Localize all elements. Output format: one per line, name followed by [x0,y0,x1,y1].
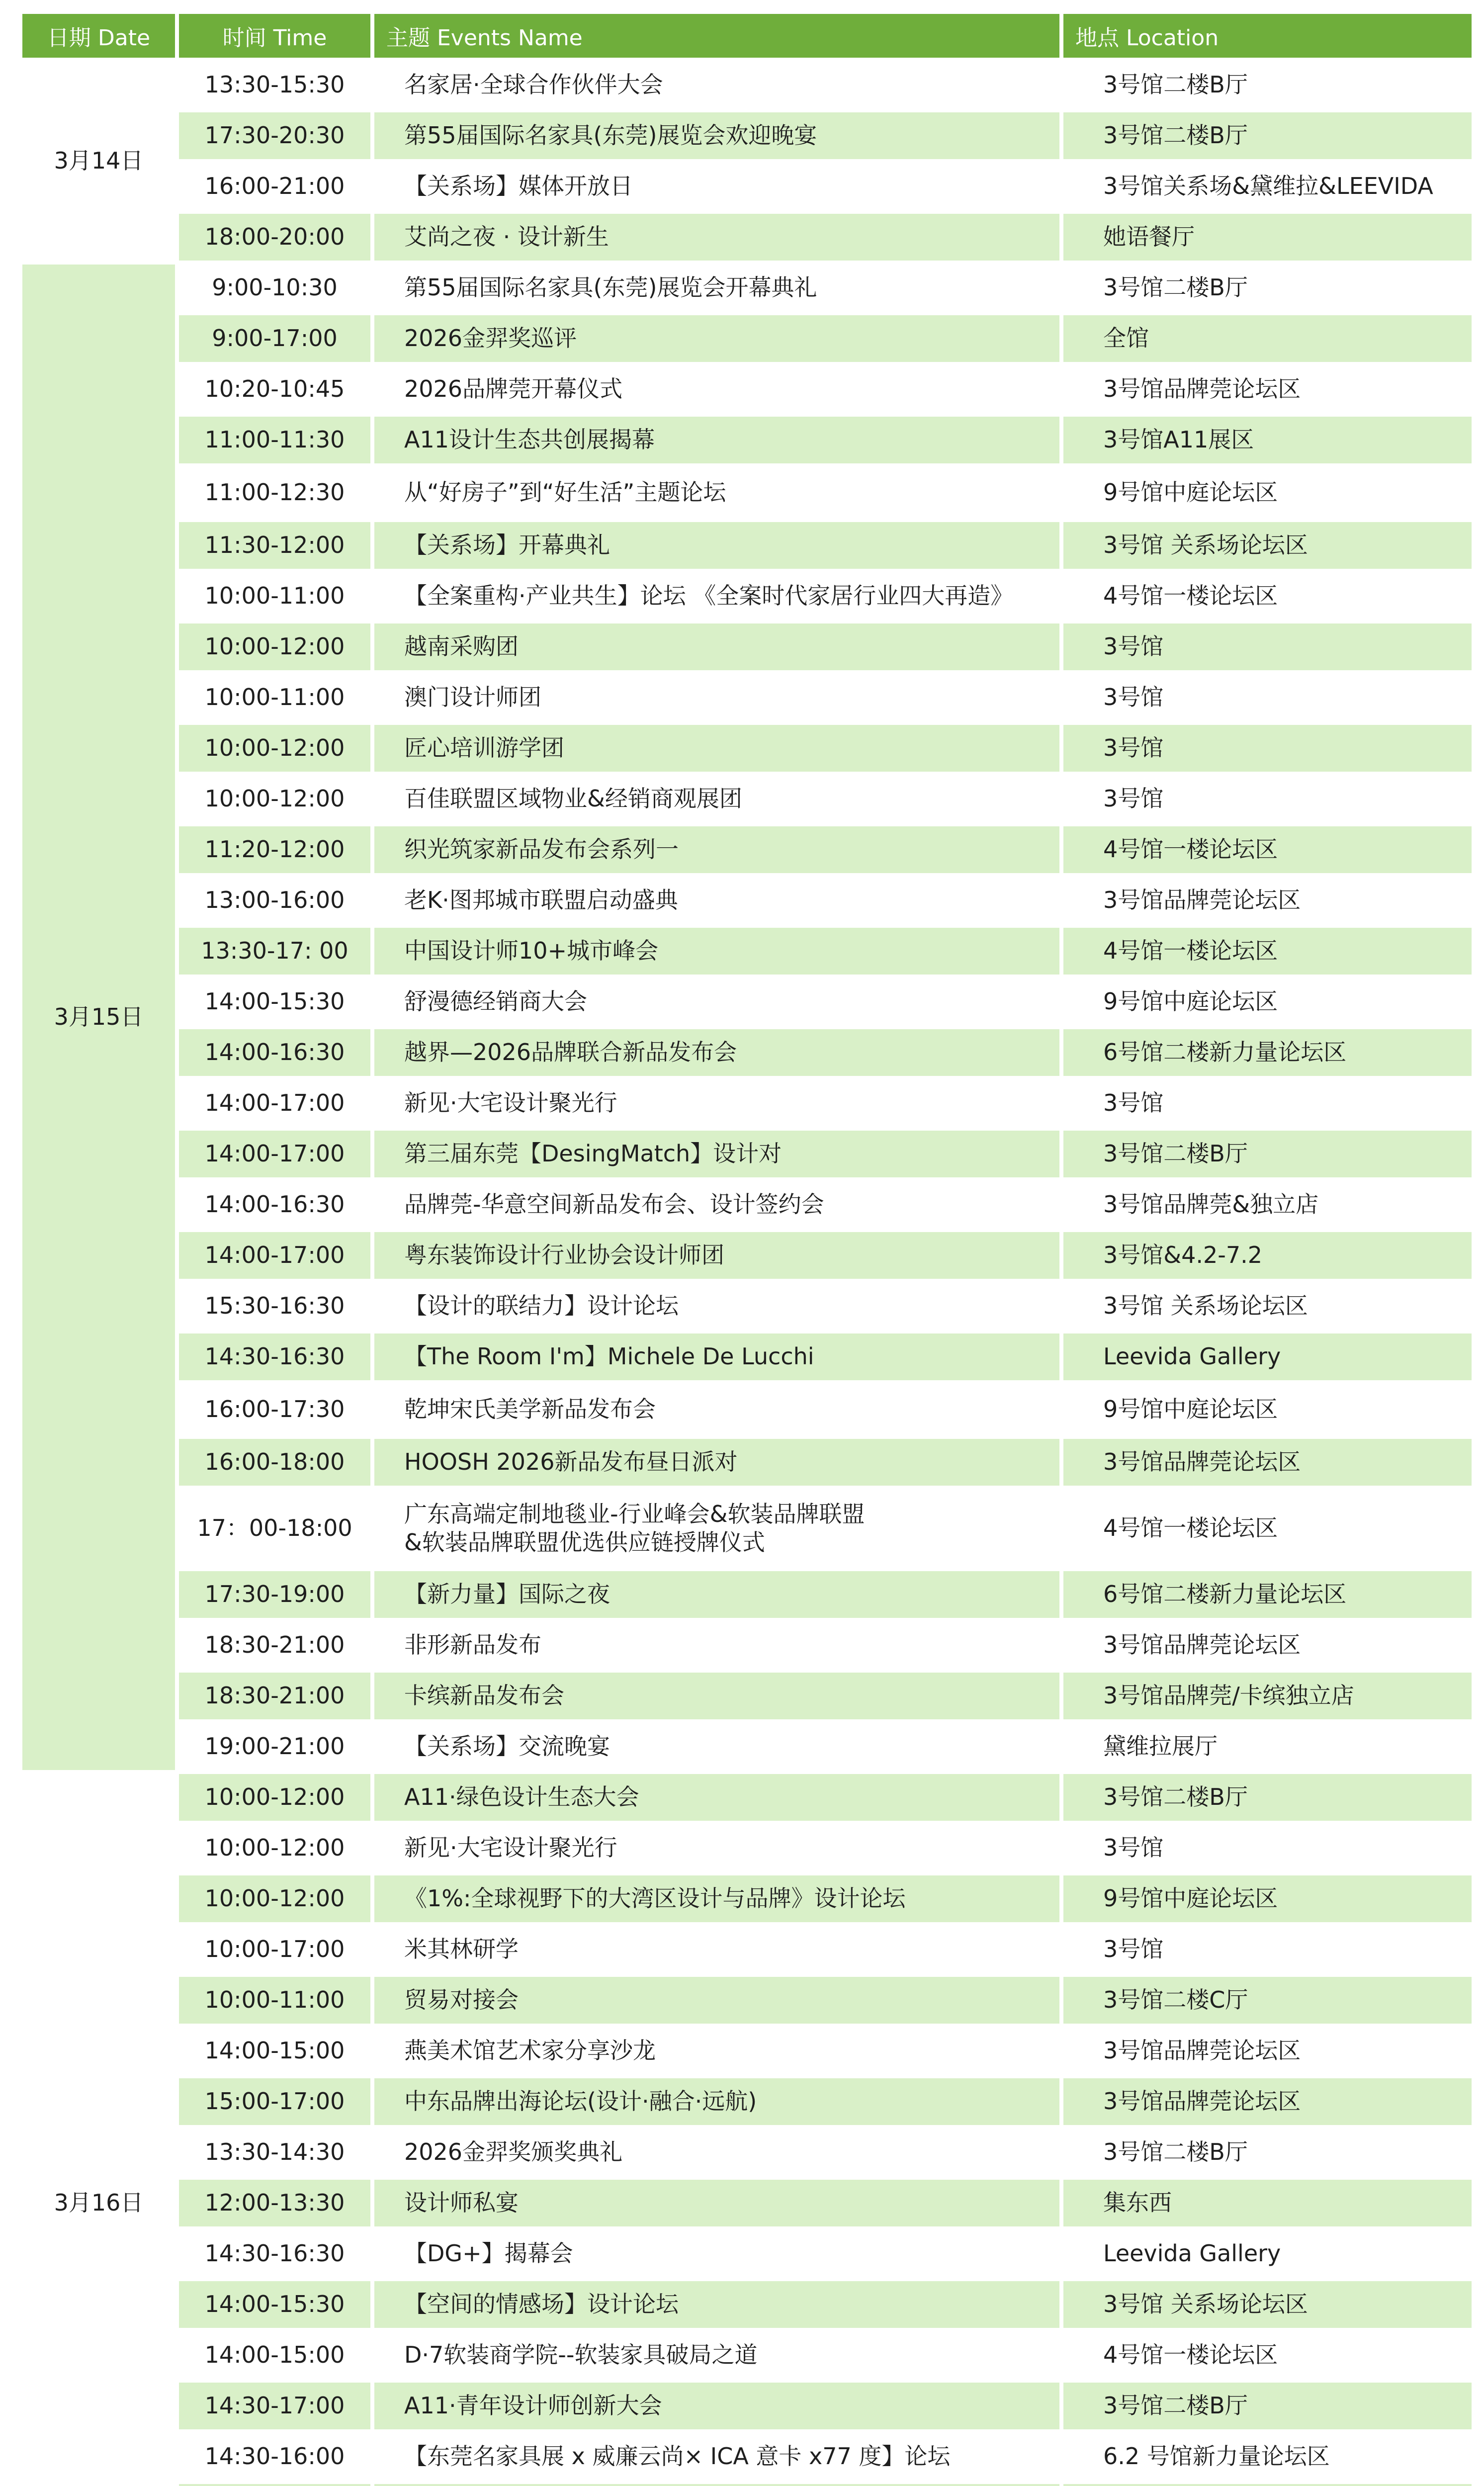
schedule-body [22,62,1472,2486]
time-cell: 14:30-16:30 [179,2230,370,2277]
location-cell [1063,1029,1472,1076]
table-row [22,1232,1472,1279]
table-row [22,1571,1472,1618]
time-cell: 10:00-12:00 [179,725,370,772]
location-line: 4号馆一楼论坛区 [1103,836,1278,863]
table-row [22,522,1472,569]
event-cell [374,62,1059,108]
location-cell [1063,2484,1472,2486]
event-line: 米其林研学 [404,1936,519,1963]
location-cell [1063,2028,1472,2074]
time-cell: 14:00-15:00 [179,2028,370,2074]
location-cell [1063,1439,1472,1486]
location-line: 集东西 [1103,2189,1172,2217]
event-cell [374,1232,1059,1279]
event-line: 《1%:全球视野下的大湾区设计与品牌》设计论坛 [404,1885,906,1912]
time-cell: 14:30-16:30 [179,1333,370,1380]
event-cell [374,2230,1059,2277]
event-line: 【The Room I'm】Michele De Lucchi [404,1343,814,1370]
location-line: 3号馆二楼B厅 [1103,1783,1248,1811]
location-line: 3号馆品牌莞论坛区 [1103,887,1301,914]
time-cell: 17：00-18:00 [179,1490,370,1567]
location-line: 3号馆品牌莞&独立店 [1103,1191,1319,1218]
location-line: 6号馆二楼新力量论坛区 [1103,1039,1347,1066]
location-cell [1063,1490,1472,1567]
date-cell: 3月14日 [22,62,175,261]
location-cell [1063,1333,1472,1380]
table-row [22,1875,1472,1922]
time-cell: 13:30-17: 00 [179,928,370,975]
time-cell: 18:30-21:00 [179,1622,370,1669]
location-line: 4号馆一楼论坛区 [1103,1514,1278,1542]
time-cell: 17:30-19:00 [179,1571,370,1618]
location-cell [1063,1926,1472,1973]
time-cell: 14:00-17:00 [179,1131,370,1177]
location-cell [1063,214,1472,261]
event-cell [374,826,1059,873]
header-date: 日期 Date [22,14,175,58]
event-cell [374,467,1059,518]
location-line: 6.2 号馆新力量论坛区 [1103,2443,1330,2470]
time-cell: 14:00-17:00 [179,1080,370,1127]
event-line: 澳门设计师团 [404,684,541,711]
table-row [22,366,1472,413]
location-cell [1063,1977,1472,2024]
event-cell [374,417,1059,463]
event-cell [374,214,1059,261]
time-cell: 10:00-12:00 [179,776,370,822]
location-line: 3号馆二楼B厅 [1103,122,1248,149]
event-line: &软装品牌联盟优选供应链授牌仪式 [404,1529,765,1556]
location-line: 3号馆 [1103,734,1164,762]
location-cell [1063,826,1472,873]
table-row [22,417,1472,463]
location-cell [1063,1875,1472,1922]
location-line: 9号馆中庭论坛区 [1103,1885,1278,1912]
table-row [22,1622,1472,1669]
header-location: 地点 Location [1063,14,1472,58]
time-cell: 10:00-11:00 [179,573,370,620]
location-line: 3号馆A11展区 [1103,426,1254,453]
event-cell [374,2281,1059,2328]
location-line: 9号馆中庭论坛区 [1103,1396,1278,1423]
event-line: 【关系场】媒体开放日 [404,173,633,200]
location-cell [1063,2281,1472,2328]
event-line: 艾尚之夜 · 设计新生 [404,223,609,251]
event-line: 【关系场】开幕典礼 [404,532,610,559]
event-line: 粤东装饰设计行业协会设计师团 [404,1242,724,1269]
location-cell [1063,1283,1472,1330]
location-line: 3号馆二楼B厅 [1103,2138,1248,2166]
table-row [22,62,1472,108]
event-line: 中国设计师10+城市峰会 [404,937,659,965]
time-cell: 15:30-16:30 [179,1283,370,1330]
event-cell [374,1774,1059,1821]
table-row [22,1439,1472,1486]
table-row [22,978,1472,1025]
time-cell: 10:00-12:00 [179,623,370,670]
table-row [22,1080,1472,1127]
location-line: 3号馆 关系场论坛区 [1103,1292,1308,1320]
event-line: 第55届国际名家具(东莞)展览会欢迎晚宴 [404,122,817,149]
location-cell [1063,366,1472,413]
event-cell [374,2332,1059,2379]
time-cell: 11:30-12:00 [179,522,370,569]
location-line: 3号馆品牌莞论坛区 [1103,375,1301,403]
event-line: 百佳联盟区域物业&经销商观展团 [404,785,742,812]
event-cell [374,1875,1059,1922]
event-cell [374,2129,1059,2176]
event-line: 匠心培训游学团 [404,734,564,762]
location-cell [1063,1774,1472,1821]
location-line: 她语餐厅 [1103,223,1195,251]
table-row [22,623,1472,670]
event-line: 新见·大宅设计聚光行 [404,1089,617,1117]
time-cell: 10:00-11:00 [179,1977,370,2024]
event-cell [374,1673,1059,1719]
location-line: Leevida Gallery [1103,2240,1281,2267]
table-row [22,2129,1472,2176]
event-line: 从“好房子”到“好生活”主题论坛 [404,479,726,506]
time-cell: 10:00-12:00 [179,1875,370,1922]
event-cell [374,573,1059,620]
location-line: 3号馆品牌莞论坛区 [1103,2037,1301,2064]
location-cell [1063,2433,1472,2480]
event-line: 燕美术馆艺术家分享沙龙 [404,2037,656,2064]
table-row [22,163,1472,210]
location-line: 3号馆 [1103,1936,1164,1963]
event-line: 中东品牌出海论坛(设计·融合·远航) [404,2088,757,2115]
location-cell [1063,522,1472,569]
header-event: 主题 Events Name [374,14,1059,58]
event-line: 【全案重构·产业共生】论坛 《全案时代家居行业四大再造》 [404,582,1014,610]
location-cell [1063,265,1472,311]
time-cell: 13:30-15:30 [179,62,370,108]
event-cell [374,1439,1059,1486]
event-line: 广东高端定制地毯业-行业峰会&软装品牌联盟 [404,1500,865,1527]
event-cell [374,1131,1059,1177]
event-cell [374,366,1059,413]
location-cell [1063,1232,1472,1279]
location-cell [1063,2230,1472,2277]
event-line: 2026金羿奖巡评 [404,325,577,352]
event-cell [374,1490,1059,1567]
time-cell: 11:00-11:30 [179,417,370,463]
location-line: 全馆 [1103,325,1149,352]
event-cell [374,1825,1059,1871]
location-line: 3号馆二楼B厅 [1103,71,1248,98]
location-cell [1063,623,1472,670]
event-line: 【空间的情感场】设计论坛 [404,2291,679,2318]
event-cell [374,2180,1059,2226]
location-cell [1063,2180,1472,2226]
table-row [22,315,1472,362]
time-cell: 10:00-11:00 [179,674,370,721]
event-line: 【东莞名家具展 x 威廉云尚× ICA 意卡 x77 度】论坛 [404,2443,951,2470]
location-line: 3号馆 关系场论坛区 [1103,2291,1308,2318]
time-cell: 16:00-17:30 [179,1384,370,1435]
time-cell [179,2484,370,2486]
time-cell: 14:00-16:30 [179,1181,370,1228]
time-cell: 14:30-16:00 [179,2433,370,2480]
event-cell [374,1571,1059,1618]
time-cell: 19:00-21:00 [179,1723,370,1770]
table-row [22,1029,1472,1076]
location-cell [1063,928,1472,975]
time-cell: 17:30-20:30 [179,112,370,159]
event-cell [374,315,1059,362]
location-cell [1063,2129,1472,2176]
table-row [22,2230,1472,2277]
time-cell: 18:00-20:00 [179,214,370,261]
time-cell: 11:20-12:00 [179,826,370,873]
table-row [22,2180,1472,2226]
event-cell [374,978,1059,1025]
event-line: 非形新品发布 [404,1631,541,1659]
location-cell [1063,1622,1472,1669]
event-line: 【设计的联结力】设计论坛 [404,1292,679,1320]
location-cell [1063,776,1472,822]
location-line: 3号馆 [1103,1089,1164,1117]
location-cell [1063,1723,1472,1770]
event-line: 2026品牌莞开幕仪式 [404,375,623,403]
table-row [22,674,1472,721]
event-cell [374,1181,1059,1228]
event-line: 品牌莞-华意空间新品发布会、设计签约会 [404,1191,824,1218]
table-row [22,725,1472,772]
event-cell [374,2383,1059,2429]
table-row [22,2281,1472,2328]
header-time: 时间 Time [179,14,370,58]
event-cell [374,776,1059,822]
location-cell [1063,1131,1472,1177]
header-row [22,14,1472,58]
table-row [22,826,1472,873]
location-line: 3号馆 [1103,633,1164,660]
location-cell [1063,2332,1472,2379]
event-line: HOOSH 2026新品发布昼日派对 [404,1448,738,1476]
time-cell: 14:00-17:00 [179,1232,370,1279]
location-line: 3号馆品牌莞论坛区 [1103,1631,1301,1659]
location-cell [1063,573,1472,620]
location-cell [1063,1384,1472,1435]
table-row [22,877,1472,924]
event-cell [374,928,1059,975]
event-line: 2026金羿奖颁奖典礼 [404,2138,623,2166]
event-line: D·7软装商学院--软装家具破局之道 [404,2341,758,2369]
schedule-table [18,10,1476,2486]
time-cell: 14:00-15:30 [179,978,370,1025]
table-row [22,2028,1472,2074]
table-row [22,573,1472,620]
table-row [22,112,1472,159]
location-line: 3号馆二楼C厅 [1103,1986,1248,2014]
event-line: 【新力量】国际之夜 [404,1581,610,1608]
event-line: 贸易对接会 [404,1986,519,2014]
location-line: 6号馆二楼新力量论坛区 [1103,1581,1347,1608]
table-row [22,265,1472,311]
location-line: 3号馆关系场&黛维拉&LEEVIDA [1103,173,1433,200]
table-row [22,1926,1472,1973]
event-line: A11·绿色设计生态大会 [404,1783,639,1811]
time-cell: 10:00-12:00 [179,1825,370,1871]
time-cell: 13:30-14:30 [179,2129,370,2176]
event-cell [374,1723,1059,1770]
event-cell [374,265,1059,311]
time-cell: 16:00-21:00 [179,163,370,210]
location-cell [1063,1181,1472,1228]
location-line: 3号馆 [1103,785,1164,812]
event-cell [374,2433,1059,2480]
time-cell: 16:00-18:00 [179,1439,370,1486]
location-cell [1063,1673,1472,1719]
table-row [22,2433,1472,2480]
location-line: 3号馆 [1103,684,1164,711]
time-cell: 13:00-16:00 [179,877,370,924]
location-cell [1063,417,1472,463]
location-cell [1063,467,1472,518]
event-cell [374,2484,1059,2486]
event-cell [374,1977,1059,2024]
table-row [22,214,1472,261]
event-cell [374,163,1059,210]
event-line: 新见·大宅设计聚光行 [404,1834,617,1862]
time-cell: 11:00-12:30 [179,467,370,518]
time-cell: 18:30-21:00 [179,1673,370,1719]
event-line: 乾坤宋氏美学新品发布会 [404,1396,656,1423]
time-cell: 14:00-16:30 [179,1029,370,1076]
event-line: 越界—2026品牌联合新品发布会 [404,1039,737,1066]
location-cell [1063,2078,1472,2125]
event-line: 第三届东莞【DesingMatch】设计对 [404,1140,782,1167]
table-row [22,2383,1472,2429]
event-cell [374,1384,1059,1435]
event-line: 老K·图邦城市联盟启动盛典 [404,887,678,914]
event-line: 【DG+】揭幕会 [404,2240,573,2267]
location-cell [1063,877,1472,924]
date-cell: 3月15日 [22,265,175,1770]
event-line: 卡缤新品发布会 [404,1682,564,1709]
event-line: 名家居·全球合作伙伴大会 [404,71,663,98]
location-cell [1063,315,1472,362]
location-cell [1063,674,1472,721]
location-cell [1063,1080,1472,1127]
table-row [22,1490,1472,1567]
event-cell [374,2078,1059,2125]
location-line: 3号馆 [1103,1834,1164,1862]
table-row [22,1131,1472,1177]
time-cell: 10:20-10:45 [179,366,370,413]
location-line: 4号馆一楼论坛区 [1103,582,1278,610]
table-row [22,1283,1472,1330]
table-row [22,467,1472,518]
location-line: 3号馆品牌莞论坛区 [1103,1448,1301,1476]
location-line: 3号馆二楼B厅 [1103,1140,1248,1167]
time-cell: 12:00-13:30 [179,2180,370,2226]
table-row [22,776,1472,822]
event-cell [374,877,1059,924]
location-line: 3号馆二楼B厅 [1103,274,1248,301]
location-cell [1063,2383,1472,2429]
location-cell [1063,1571,1472,1618]
time-cell: 14:00-15:00 [179,2332,370,2379]
location-line: Leevida Gallery [1103,1343,1281,1370]
event-cell [374,674,1059,721]
location-cell [1063,163,1472,210]
location-line: 3号馆 关系场论坛区 [1103,532,1308,559]
table-row [22,1384,1472,1435]
location-line: 黛维拉展厅 [1103,1733,1218,1760]
location-line: 3号馆二楼B厅 [1103,2392,1248,2419]
table-row [22,928,1472,975]
event-line: 越南采购团 [404,633,519,660]
location-line: 9号馆中庭论坛区 [1103,988,1278,1015]
event-line: 第55届国际名家具(东莞)展览会开幕典礼 [404,274,817,301]
event-line: A11设计生态共创展揭幕 [404,426,655,453]
event-line: A11·青年设计师创新大会 [404,2392,662,2419]
event-cell [374,1029,1059,1076]
location-cell [1063,978,1472,1025]
location-line: 9号馆中庭论坛区 [1103,479,1278,506]
event-cell [374,522,1059,569]
event-cell [374,1283,1059,1330]
location-line: 3号馆品牌莞论坛区 [1103,2088,1301,2115]
time-cell: 14:30-17:00 [179,2383,370,2429]
event-cell [374,1333,1059,1380]
table-row [22,1825,1472,1871]
table-row [22,1723,1472,1770]
location-cell [1063,62,1472,108]
location-cell [1063,725,1472,772]
location-cell [1063,1825,1472,1871]
event-line: 【关系场】交流晚宴 [404,1733,610,1760]
location-cell [1063,112,1472,159]
event-cell [374,1080,1059,1127]
event-cell [374,1622,1059,1669]
event-cell [374,2028,1059,2074]
table-row [22,2332,1472,2379]
event-cell [374,1926,1059,1973]
event-line: 织光筑家新品发布会系列一 [404,836,679,863]
table-row [22,1977,1472,2024]
table-row [22,2078,1472,2125]
date-cell: 3月16日 [22,1774,175,2486]
event-line: 设计师私宴 [404,2189,519,2217]
event-cell [374,623,1059,670]
table-row [22,1333,1472,1380]
time-cell: 10:00-17:00 [179,1926,370,1973]
location-line: 3号馆&4.2-7.2 [1103,1242,1263,1269]
location-line: 4号馆一楼论坛区 [1103,2341,1278,2369]
time-cell: 15:00-17:00 [179,2078,370,2125]
time-cell: 9:00-10:30 [179,265,370,311]
time-cell: 10:00-12:00 [179,1774,370,1821]
table-row [22,2484,1472,2486]
location-line: 4号馆一楼论坛区 [1103,937,1278,965]
location-line: 3号馆品牌莞/卡缤独立店 [1103,1682,1354,1709]
time-cell: 9:00-17:00 [179,315,370,362]
event-line: 舒漫德经销商大会 [404,988,587,1015]
table-row [22,1181,1472,1228]
table-row [22,1673,1472,1719]
time-cell: 14:00-15:30 [179,2281,370,2328]
event-cell [374,112,1059,159]
table-row [22,1774,1472,1821]
event-cell [374,725,1059,772]
